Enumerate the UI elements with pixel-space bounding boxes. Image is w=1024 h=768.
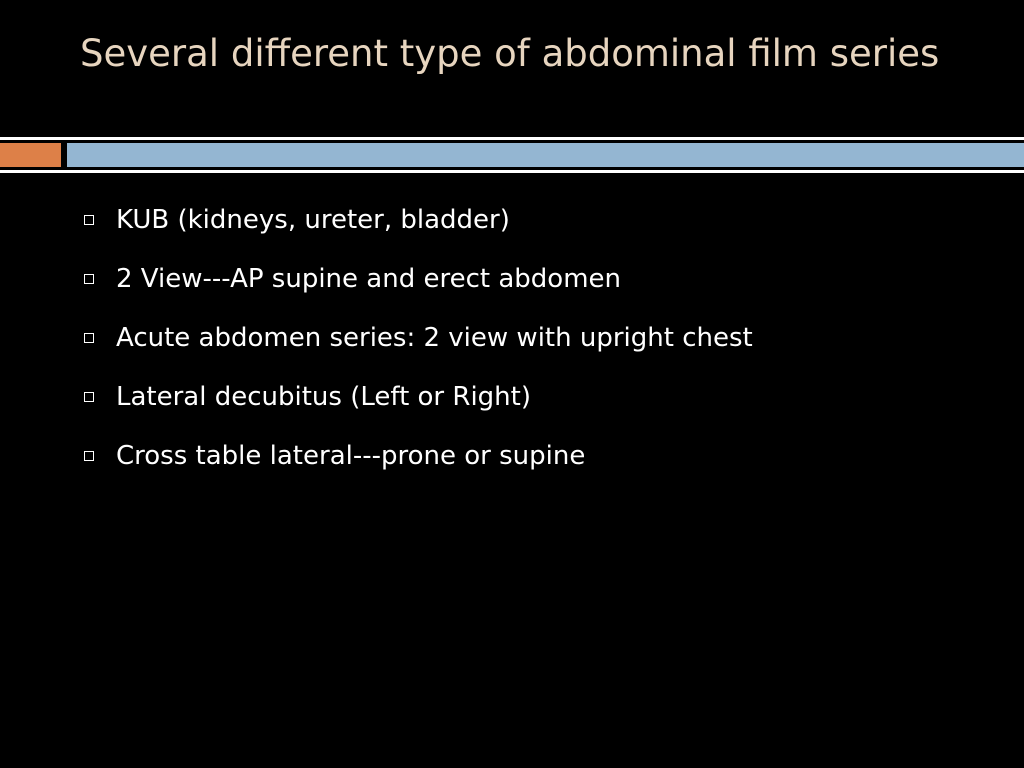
square-bullet-icon xyxy=(84,333,94,343)
divider-line-top xyxy=(0,137,1024,140)
title-divider xyxy=(0,137,1024,173)
bullet-item xyxy=(80,308,1000,367)
square-bullet-icon xyxy=(84,215,94,225)
bullet-item xyxy=(80,426,1000,485)
square-bullet-icon xyxy=(84,392,94,402)
bullet-text: Cross table lateral---prone or supine xyxy=(116,440,586,471)
bullet-text: Lateral decubitus (Left or Right) xyxy=(116,381,531,412)
bullet-item xyxy=(80,249,1000,308)
divider-accent-orange xyxy=(0,143,61,167)
square-bullet-icon xyxy=(84,451,94,461)
bullet-text: Acute abdomen series: 2 view with upright chest xyxy=(116,322,753,353)
divider-accent-blue xyxy=(67,143,1024,167)
bullet-list xyxy=(80,190,1000,485)
bullet-item xyxy=(80,367,1000,426)
square-bullet-icon xyxy=(84,274,94,284)
bullet-item xyxy=(80,190,1000,249)
slide-title: Several different type of abdominal film series xyxy=(80,32,940,75)
bullet-text: KUB (kidneys, ureter, bladder) xyxy=(116,204,510,235)
divider-line-bottom xyxy=(0,170,1024,173)
bullet-text: 2 View---AP supine and erect abdomen xyxy=(116,263,621,294)
